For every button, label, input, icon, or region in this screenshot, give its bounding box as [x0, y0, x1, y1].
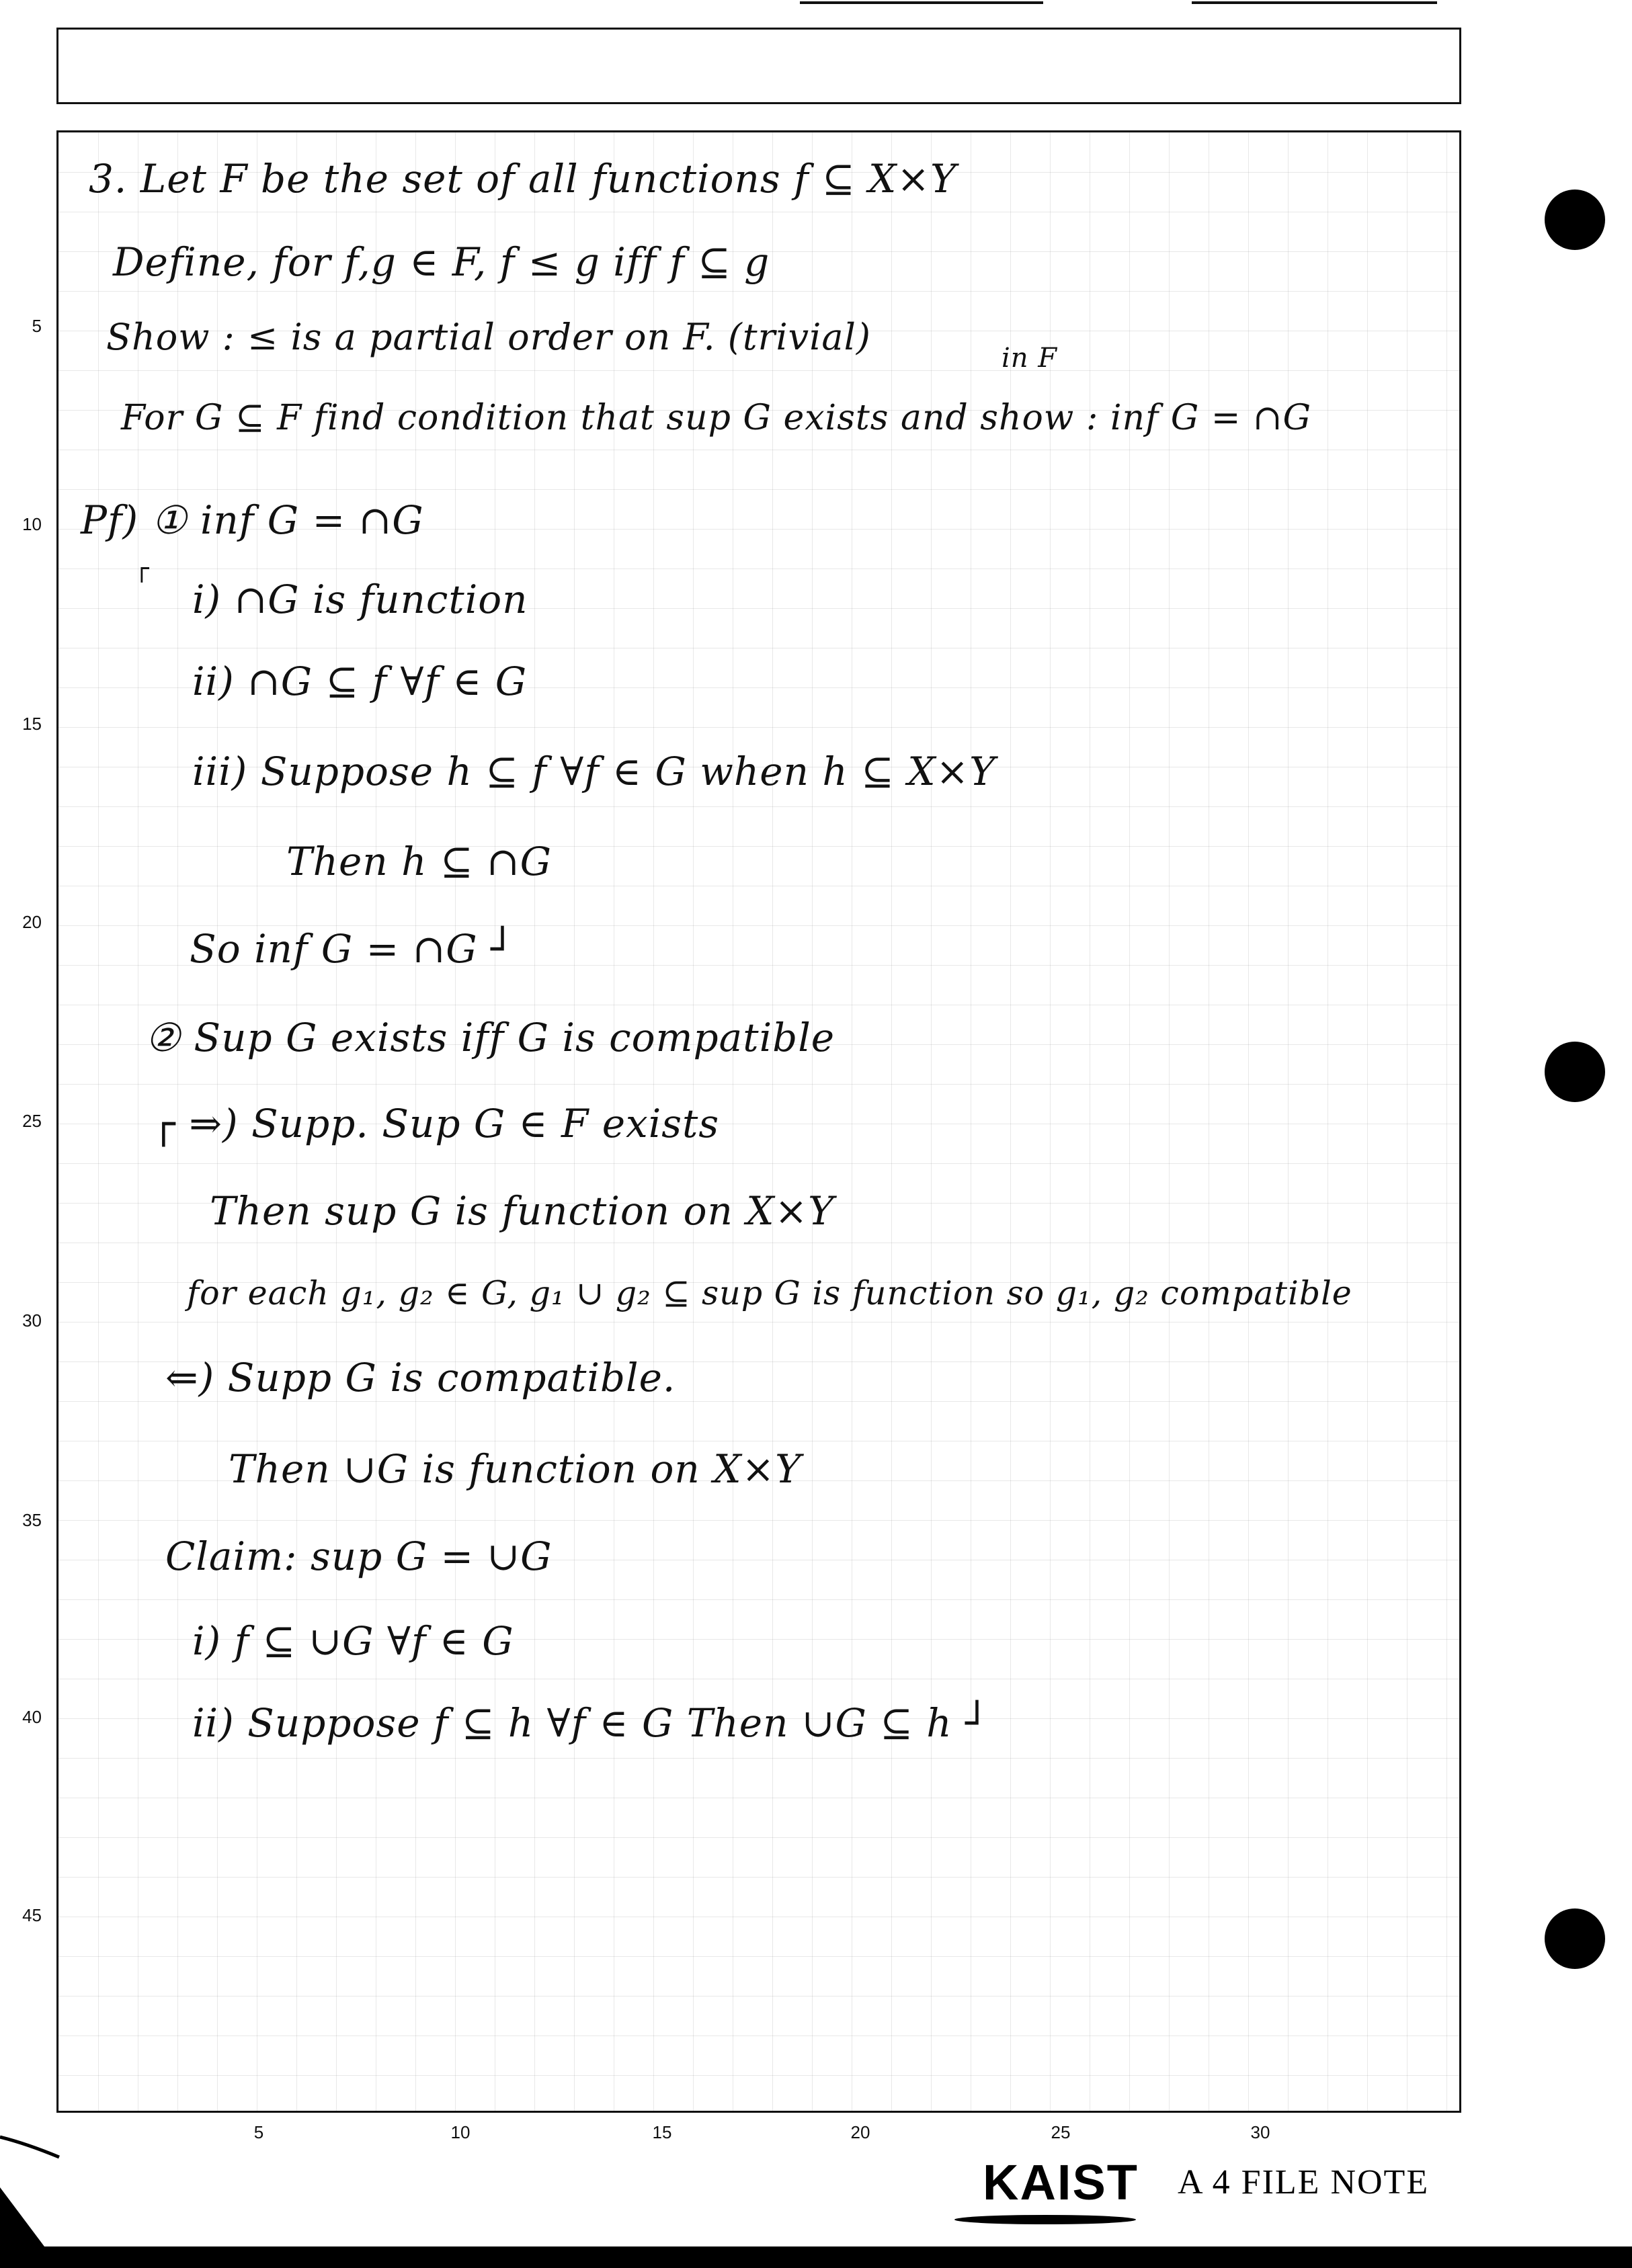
binder-hole [1545, 1908, 1605, 1969]
handwriting-line: ii) Suppose f ⊆ h ∀f ∈ G Then ∪G ⊆ h ┘ [192, 1700, 989, 1746]
handwriting-line: i) ∩G is function [192, 577, 528, 622]
handwriting-line: i) f ⊆ ∪G ∀f ∈ G [192, 1618, 514, 1664]
row-number: 10 [22, 514, 42, 534]
handwriting-line: Define, for f,g ∈ F, f ≤ g iff f ⊆ g [113, 239, 770, 285]
top-underline-right [1192, 1, 1437, 4]
header-box [56, 28, 1461, 104]
column-number: 10 [450, 2122, 471, 2142]
handwriting-line: in F [1002, 343, 1058, 374]
column-number: 15 [652, 2122, 672, 2142]
row-number: 25 [22, 1111, 42, 1131]
row-number: 35 [22, 1510, 42, 1530]
logo-underline [954, 2215, 1136, 2224]
handwriting-line: ┌ [134, 555, 150, 583]
handwriting-line: Claim: sup G = ∪G [165, 1534, 553, 1579]
top-underline-left [800, 1, 1043, 4]
column-number: 20 [850, 2122, 870, 2142]
row-number: 20 [22, 912, 42, 932]
handwriting-line: So inf G = ∩G ┘ [190, 926, 515, 972]
handwriting-line: 3. Let F be the set of all functions f ⊆ X×Y [89, 156, 957, 202]
handwriting-line: Then sup G is function on X×Y [210, 1188, 835, 1234]
handwriting-line: For G ⊆ F find condition that sup G exists and show : inf G = ∩G [121, 398, 1312, 438]
handwriting-line: Pf) ① inf G = ∩G [81, 497, 424, 543]
handwriting-line: for each g₁, g₂ ∈ G, g₁ ∪ g₂ ⊆ sup G is function so g₁, g₂ compatible [187, 1274, 1352, 1312]
kaist-logo: KAIST [983, 2154, 1139, 2210]
handwriting-line: ② Sup G exists iff G is compatible [145, 1015, 835, 1060]
handwriting-line: Then h ⊆ ∩G [286, 839, 552, 884]
handwriting-line: ┌ ⇒) Supp. Sup G ∈ F exists [152, 1101, 720, 1146]
binder-hole [1545, 1042, 1605, 1102]
handwriting-line: Show : ≤ is a partial order on F. (trivial) [106, 316, 871, 358]
column-number: 5 [253, 2122, 264, 2142]
handwriting-line: ii) ∩G ⊆ f ∀f ∈ G [192, 659, 528, 704]
column-number: 30 [1250, 2122, 1270, 2142]
row-number: 15 [22, 714, 42, 734]
handwriting-line: iii) Suppose h ⊆ f ∀f ∈ G when h ⊆ X×Y [192, 749, 996, 794]
handwriting-line: Then ∪G is function on X×Y [229, 1446, 802, 1492]
row-number: 5 [32, 316, 42, 336]
column-number: 25 [1051, 2122, 1071, 2142]
handwriting-line: ⇐) Supp G is compatible. [165, 1355, 676, 1400]
file-note-label: A 4 FILE NOTE [1178, 2163, 1430, 2201]
binder-hole [1545, 190, 1605, 250]
row-number: 45 [22, 1905, 42, 1925]
scan-bottom-edge [0, 2246, 1632, 2268]
row-number: 40 [22, 1707, 42, 1727]
row-number: 30 [22, 1310, 42, 1331]
